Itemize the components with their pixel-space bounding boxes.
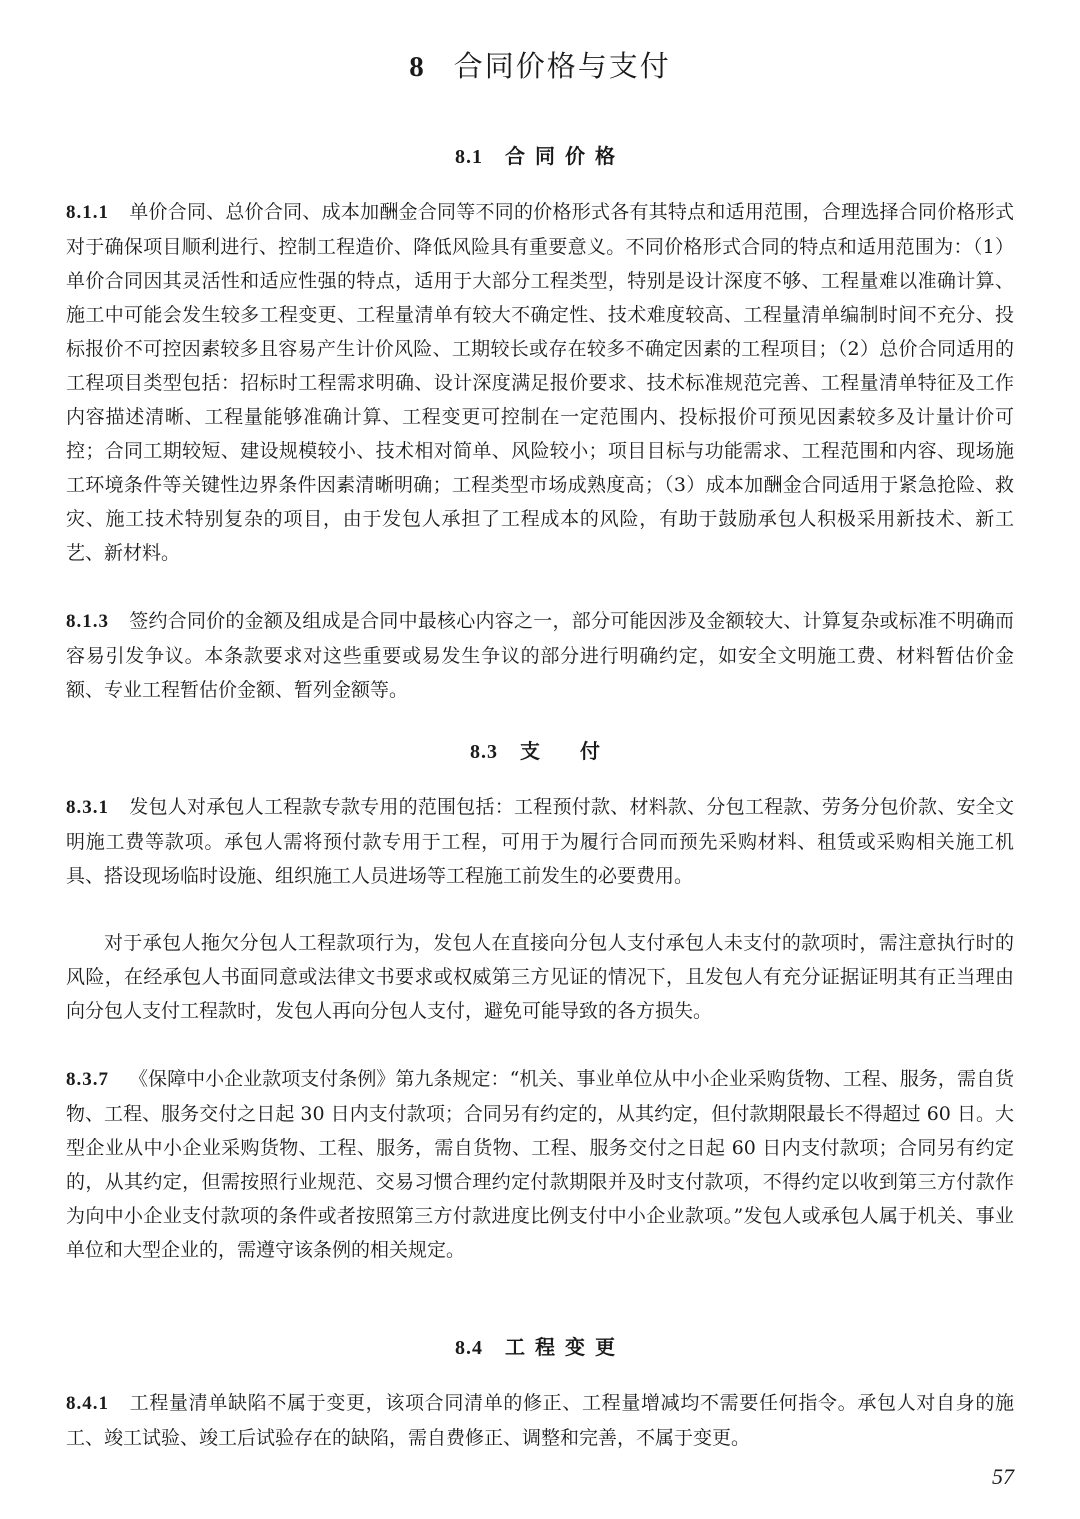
section-title: 支 付 [520, 739, 610, 763]
clause-8-3-7 [66, 1062, 1014, 1267]
chapter-number: 8 [409, 51, 426, 83]
clause-text: 工程量清单缺陷不属于变更，该项合同清单的修正、工程量增减均不需要任何指令。承包人对自身的施工、竣工试验、竣工后试验存在的缺陷，需自费修正、调整和完善，不属于变更。 [66, 1392, 1014, 1449]
paragraph-text: 对于承包人拖欠分包人工程款项行为，发包人在直接向分包人支付承包人未支付的款项时，需注意执行时的风险，在经承包人书面同意或法律文书要求或权威第三方见证的情况下，且发包人有充分证据证明其有正当理由向分包人支付工程款时，发包人再向分包人支付，避免可能导致的各方损失。 [66, 932, 1014, 1022]
clause-8-1-1 [66, 195, 1014, 570]
clause-text: 签约合同价的金额及组成是合同中最核心内容之一，部分可能因涉及金额较大、计算复杂或标准不明确而容易引发争议。本条款要求对这些重要或易发生争议的部分进行明确约定，如安全文明施工费、材料暂估价金额、专业工程暂估价金额、暂列金额等。 [66, 610, 1014, 701]
section-heading-8-3 [66, 735, 1014, 764]
clause-number: 8.3.7 [66, 1069, 109, 1090]
clause-text: 单价合同、总价合同、成本加酬金合同等不同的价格形式各有其特点和适用范围，合理选择合同价格形式对于确保项目顺利进行、控制工程造价、降低风险具有重要意义。不同价格形式合同的特点和适用范围为：（1）单价合同因其灵活性和适应性强的特点，适用于大部分工程类型，特别是设计深度不够、工程量难以准确计算、施工中可能会发生较多工程变更、工程量清单有较大不确定性、技术难度较高、工程量清单编制时间不充分、投标报价不可控因素较多且容易产生计价风险、工期较长或存在较多不确定因素的工程项目；（2）总价合同适用的工程项目类型包括：招标时工程需求明确、设计深度满足报价要求、技术标准规范完善、工程量清单特征及工作内容描述清晰、工程量能够准确计算、工程变更可控制在一定范围内、投标报价可预见因素较多及计量计价可控；合同工期较短、建设规模较小、技术相对简单、风险较小；项目目标与功能需求、工程范围和内容、现场施工环境条件等关键性边界条件因素清晰明确；工程类型市场成熟度高；（3）成本加酬金合同适用于紧急抢险、救灾、施工技术特别复杂的项目，由于发包人承担了工程成本的风险，有助于鼓励承包人积极采用新技术、新工艺、新材料。 [66, 201, 1014, 564]
section-number: 8.1 [455, 146, 483, 168]
clause-8-1-3 [66, 604, 1014, 707]
chapter-heading [66, 44, 1014, 85]
section-title: 合同价格 [505, 144, 625, 168]
chapter-title: 合同价格与支付 [453, 49, 671, 83]
section-number: 8.3 [470, 741, 498, 763]
page-number: 57 [992, 1464, 1014, 1489]
section-title: 工程变更 [505, 1335, 625, 1359]
clause-number: 8.1.1 [66, 202, 109, 223]
clause-number: 8.1.3 [66, 611, 109, 632]
clause-8-3-1 [66, 790, 1014, 893]
clause-number: 8.3.1 [66, 797, 109, 818]
clause-8-3-1-paragraph-2 [66, 926, 1014, 1028]
section-number: 8.4 [455, 1337, 483, 1359]
section-heading-8-1 [66, 140, 1014, 169]
clause-text: 《保障中小企业款项支付条例》第九条规定：“机关、事业单位从中小企业采购货物、工程、服务，需自货物、工程、服务交付之日起 30 日内支付款项；合同另有约定的，从其约定，但付款期限最长不得超过 60 日。大型企业从中小企业采购货物、工程、服务，需自货物、工程、服务交付之日起 60 日内支付款项；合同另有约定的，从其约定，但需按照行业规范、交易习惯合理约定付款期限并及时支付款项，不得约定以收到第三方付款作为向中小企业支付款项的条件或者按照第三方付款进度比例支付中小企业款项。”发包人或承包人属于机关、事业单位和大型企业的，需遵守该条例的相关规定。 [66, 1068, 1014, 1261]
clause-8-4-1 [66, 1386, 1014, 1455]
clause-text: 发包人对承包人工程款专款专用的范围包括：工程预付款、材料款、分包工程款、劳务分包价款、安全文明施工费等款项。承包人需将预付款专用于工程，可用于为履行合同而预先采购材料、租赁或采购相关施工机具、搭设现场临时设施、组织施工人员进场等工程施工前发生的必要费用。 [66, 796, 1014, 887]
section-heading-8-4 [66, 1331, 1014, 1360]
clause-number: 8.4.1 [66, 1393, 109, 1414]
